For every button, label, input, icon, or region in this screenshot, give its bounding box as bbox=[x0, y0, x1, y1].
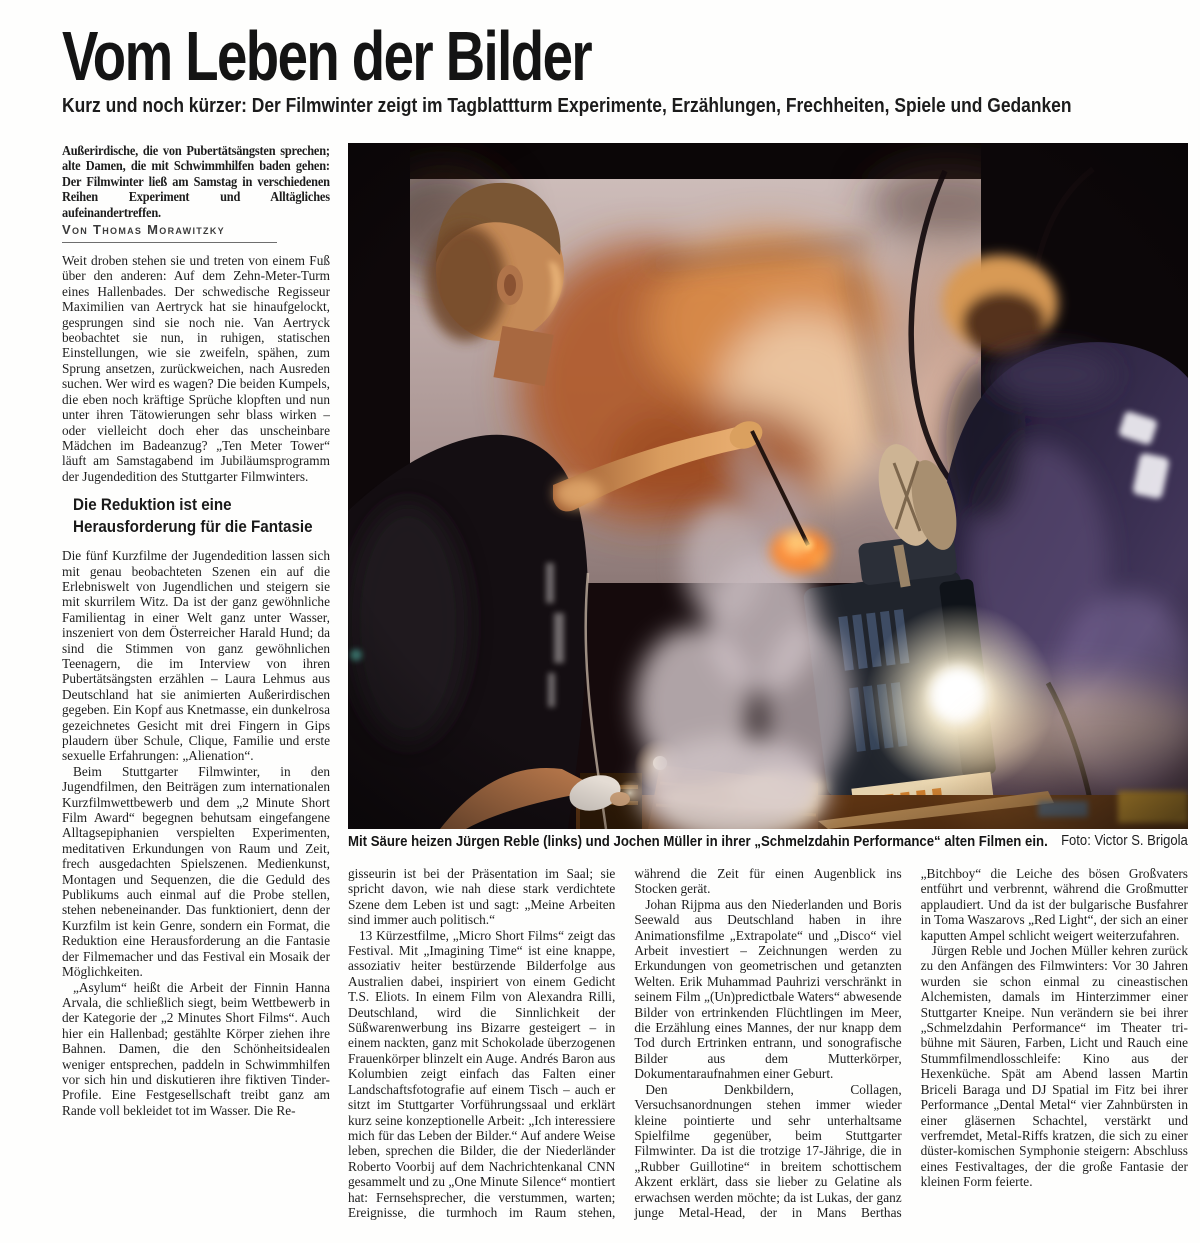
article-paragraph: Johan Rijpma aus den Niederlanden und Boris Seewald aus Deutschland haben in ihre Animationsfilme „Extrapolate“ und „Disco“ viel Arbeit investiert – Zeichnungen werden zu Erkundungen von geometrischen und getanzten Welten. Erik Muhammad Pauhrizi verschränkt in seinem Film „(Un)predictbale Waters“ abwesende Bilder von ertrinkenden Flüchtlingen im Meer, die Erzählung eines Mannes, der nur knapp dem Tod durch Ertrinken entrann, und sonografische Bilder aus dem Mutterkörper, Dokumentaraufnahmen einer Geburt. bbox=[634, 896, 902, 1082]
byline: Von Thomas Morawitzky bbox=[62, 222, 277, 243]
article-paragraph: Jürgen Reble und Jochen Müller kehren zurück zu den Anfängen des Filmwinters: Vor 30 Jahren wurden sie schon einmal zu cineastischen Alchemisten, damals im Hinterzimmer einer Stuttgarter Kneipe. Nun verändern sie bei ihrer „Schmelzdahin Performance“ im Theater tri-bühne mit Säuren, Farben, Licht und Rauch eine Stummfilmendlosschleife: Kino aus der Hexenküche. Spät am Abend lassen Martin Briceli Baraga und DJ Spatial im Fitz bei ihrer Performance „Dental Metal“ vier Zahnbürsten in einer gläsernen Schachtel, verstärkt und verfremdet, Metal-Riffs kratzen, die sich zu einer düster-komischen Symphonie steigern: Abschluss eines Festivaltages, der die große Fantasie der kleinen Form feierte. bbox=[920, 943, 1188, 1190]
performance-photo-illustration bbox=[348, 143, 1188, 829]
article-paragraph: Die fünf Kurzfilme der Jugendedition lassen sich mit genau beobachteten Szenen ein auf die Erlebniswelt von Jugendlichen und steigern sie mit skurrilem Witz. Da ist der ganz gewöhnliche Familientag in einer Welt ganz unter Wasser, inszeniert von dem Österreicher Harald Hund; da sind die Stimmen von ganz gewöhnlichen Teenagern, die im Interview von ihren Pubertätsängsten erzählen – Laura Lehmus aus Deutschland hat sie animierten Außerirdischen gegeben. Ein Kopf aus Knetmasse, ein dunkelrosa gezeichnetes Gesicht mit drei Fingern in Gips plaudern über Schule, Clique, Familie und erste sexuelle Erfahrungen: „Alienation“. bbox=[62, 548, 330, 764]
article-paragraph: gisseurin ist bei der Präsentation im Saal; sie spricht davon, wie nah diese stark verdichtete Szene dem Leben ist und sagt: „Meine Arbeiten sind immer auch politisch.“ bbox=[348, 866, 616, 928]
article-paragraph: „Asylum“ heißt die Arbeit der Finnin Hanna Arvala, die schließlich siegt, beim Wettbewerb in der Kategorie der „2 Minutes Short Films“. Auch hier ein Hallenbad; gestählte Körper ziehen ihre Bahnen. Damen, die den Schönheitsidealen weniger entsprechen, paddeln in Schwimmhilfen vor sich hin und diskutieren ihre fiktiven Tinder-Profile. Eine Festgesellschaft treibt ganz am Rande voll bekleidet tot im Wasser. Die Re- bbox=[62, 979, 330, 1118]
article-paragraph: Den Denkbildern, Collagen, Versuchsanordnungen stehen immer wieder kleine pointierte und sehr unterhaltsame Spielfilme gegenüber, beim Stuttgarter Filmwinter. Da ist die trotzige 17-Jährige, die in „Rubber Guillotine“ in breitem schottischem Akzent erklärt, dass sie lieber zu Gelatine als erwachsen werden möchte; da ist Lukas, der ganz junge Metal-Head, der in Mans Berthas „Bitchboy“ die Leiche des bösen Großvaters entführt und verbrennt, während die Großmutter applaudiert. Und da ist der bulgarische Busfahrer in Toma Waszarovs „Red Light“, der sich an einer kaputten Ampel schlicht weigert weiterzufahren. bbox=[634, 866, 1188, 1220]
article-subheading: Die Reduktion ist eine Herausforderung für die Fantasie bbox=[73, 496, 313, 536]
article-bottom-columns bbox=[348, 866, 1188, 1243]
article-intro: Außerirdische, die von Pubertätsängsten sprechen; alte Damen, die mit Schwimmhilfen baden gehen: Der Filmwinter ließ am Samstag in verschiedenen Reihen Experiment und Alltägliches aufeinandertreffen. bbox=[62, 143, 330, 220]
page-title: Vom Leben der Bilder bbox=[62, 17, 592, 95]
photo-caption: Mit Säure heizen Jürgen Reble (links) und Jochen Müller in ihrer „Schmelzdahin Performance“ alten Filmen ein. bbox=[348, 833, 1048, 850]
article-paragraph: Weit droben stehen sie und treten von einem Fuß über den anderen: Auf dem Zehn-Meter-Turm eines Hallenbades. Der schwedische Regisseur Maximilien van Aertryck hat sie hinaufgelockt, gesprungen sind sie noch nie. Van Aertryck beobachtet sie nun, in ruhigen, statischen Einstellungen, wie sie zweifeln, spähen, zum Sprung ansetzen, zurückweichen, nach Ausreden suchen. Wer wird es wagen? Die beiden Kumpels, die eben noch kräftige Sprüche klopften und nun unter ihren Tätowierungen sehr blass wirken – oder vielleicht doch eher das unscheinbare Mädchen im Badeanzug? „Ten Meter Tower“ läuft am Samstagabend im Jubiläumsprogramm der Jugendedition des Stuttgarter Filmwinters. bbox=[62, 253, 330, 484]
article-photo bbox=[348, 143, 1188, 829]
vignette bbox=[348, 143, 1188, 829]
article-paragraph: Beim Stuttgarter Filmwinter, in den Jugendfilmen, den Beiträgen zum internationalen Kurzfilmwettbewerb und dem „2 Minute Short Film Award“ begegnen behutsam eingefangene Alltagsepiphanien verspielten Experimenten, meditativen Erkundungen von Raum und Zeit, frech ausgedachten Spielszenen. Medienkunst, Montagen und Sequenzen, die die Geduld des Publikums auch einmal auf die Probe stellen, stehen nebeneinander. Das funktioniert, denn der Kurzfilm ist kein Genre, sondern ein Format, die Reduktion eine Herausforderung an die Fantasie der Filmemacher und das Festival ein Mosaik der Möglichkeiten. bbox=[62, 763, 330, 980]
photo-credit: Foto: Victor S. Brigola bbox=[1061, 833, 1188, 849]
article-paragraph: 13 Kürzestfilme, „Micro Short Films“ zeigt das Festival. Mit „Imagining Time“ ist eine knappe, assoziativ heiter bestürzende Bilderfolge aus Australien dabei, inspiriert von einem Gedicht T.S. Eliots. In einem Film von Alexandra Rilli, Deutschland, wird die Sinnlichkeit der Süßwarenwerbung ins Bizarre gesteigert – in einem nackten, ganz mit Schokolade überzogenen Frauenkörper blinzelt ein Auge. Andrés Baron aus Kolumbien zeigt einfach das Falten einer Landschaftsfotografie auf einem Tisch – auch er sitzt im Stuttgarter Vorführungssaal und erklärt kurz seine konzeptionelle Arbeit: „Ich interessiere mich für das Leben der Bilder.“ Auf andere Weise leben, sprechen die Bilder, die der Niederländer Roberto Voorbij auf dem Nachrichtenkanal CNN gesammelt und zu „One Minute Silence“ montiert hat: Fernsehsprecher, die verstummen, warten; Ereignisse, die turmhoch im Raum stehen, während die Zeit für einen Augenblick ins Stocken gerät. bbox=[348, 866, 902, 1220]
photo-caption-row bbox=[348, 833, 1188, 857]
article-subtitle: Kurz und noch kürzer: Der Filmwinter zeigt im Tagblattturm Experimente, Erzählungen, Frechheiten, Spiele und Gedanken bbox=[62, 94, 1072, 117]
article-left-column bbox=[62, 143, 330, 1241]
